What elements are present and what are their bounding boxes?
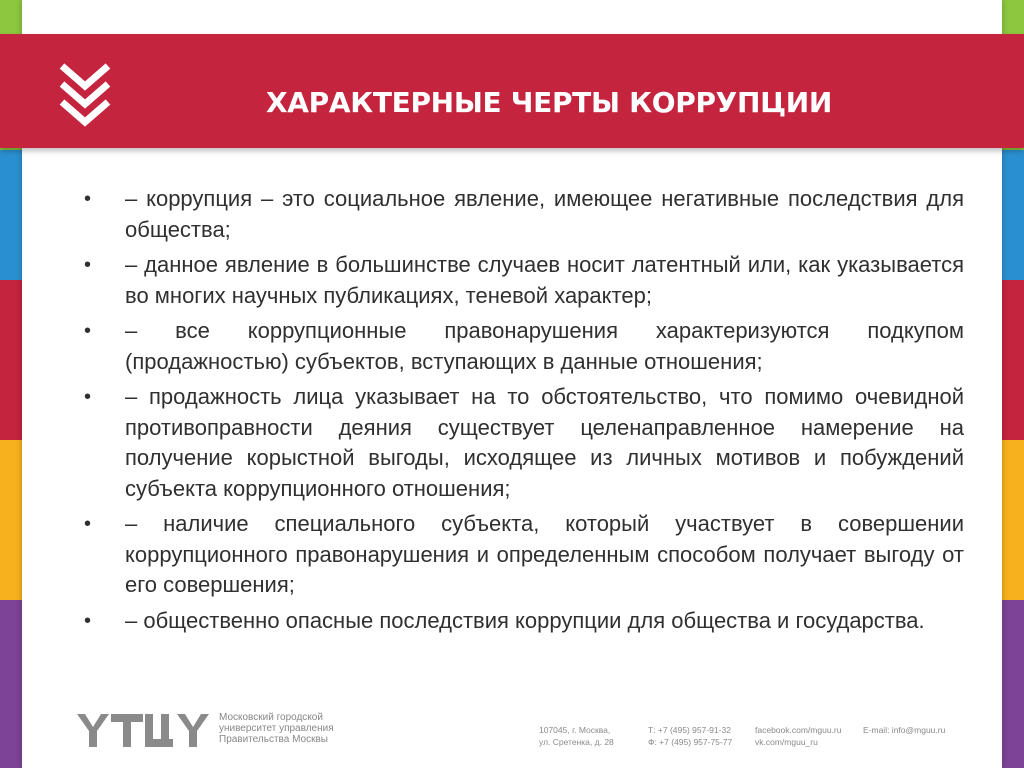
footer-phones: Т: +7 (495) 957-91-32 Ф: +7 (495) 957-75-77: [648, 725, 733, 747]
bullet-text: – наличие специального субъекта, который участвует в совершении коррупционного правонарушения и определенным способом получает выгоду от его совершения;: [125, 511, 964, 597]
university-logo-icon: [77, 714, 211, 747]
chevron-down-icon: [58, 58, 112, 128]
vk-link[interactable]: vk.com/mguu_ru: [755, 737, 818, 747]
slide-title: ХАРАКТЕРНЫЕ ЧЕРТЫ КОРРУПЦИИ: [266, 86, 833, 119]
title-banner: [0, 34, 1024, 148]
footer: [0, 700, 1024, 760]
bullet-text: – данное явление в большинстве случаев носит латентный или, как указывается во многих научных публикациях, теневой характер;: [125, 252, 964, 308]
footer-email: [863, 724, 945, 736]
list-item: [84, 509, 964, 601]
list-item: [84, 184, 964, 245]
bullet-text: – все коррупционные правонарушения характеризуются подкупом (продажностью) субъектов, вступающих в данные отношения;: [125, 318, 964, 374]
bullet-marker: •: [84, 188, 92, 210]
list-item: [84, 250, 964, 311]
list-item: [84, 606, 964, 637]
list-item: [84, 316, 964, 377]
bullet-marker: •: [84, 609, 92, 632]
list-item: [84, 382, 964, 504]
footer-social-links: [755, 724, 841, 748]
bullet-marker: •: [84, 386, 92, 408]
bullet-text: – коррупция – это социальное явление, имеющее негативные последствия для общества;: [125, 186, 964, 242]
footer-address: 107045, г. Москва, ул. Сретенка, д. 28: [539, 725, 614, 747]
strip-yellow: [1002, 440, 1024, 600]
strip-blue: [0, 150, 22, 280]
strip-blue: [1002, 150, 1024, 280]
strip-red: [0, 280, 22, 440]
bullet-marker: •: [84, 320, 92, 342]
strip-red: [1002, 280, 1024, 440]
email-link[interactable]: E-mail: info@mguu.ru: [863, 725, 946, 735]
bullet-text: – продажность лица указывает на то обстоятельство, что помимо очевидной противоправности деяния существует целенаправленное намерение на получение корыстной выгоды, исходящее из личных мотивов и побуждений субъекта коррупционного отношения;: [125, 384, 964, 501]
bullet-marker: •: [84, 513, 92, 535]
bullet-list: [84, 184, 964, 641]
strip-yellow: [0, 440, 22, 600]
bullet-marker: •: [84, 254, 92, 276]
university-name: Московский городской университет управления Правительства Москвы: [219, 712, 334, 745]
bullet-text: – общественно опасные последствия коррупции для общества и государства.: [125, 607, 925, 633]
facebook-link[interactable]: facebook.com/mguu.ru: [755, 725, 842, 735]
